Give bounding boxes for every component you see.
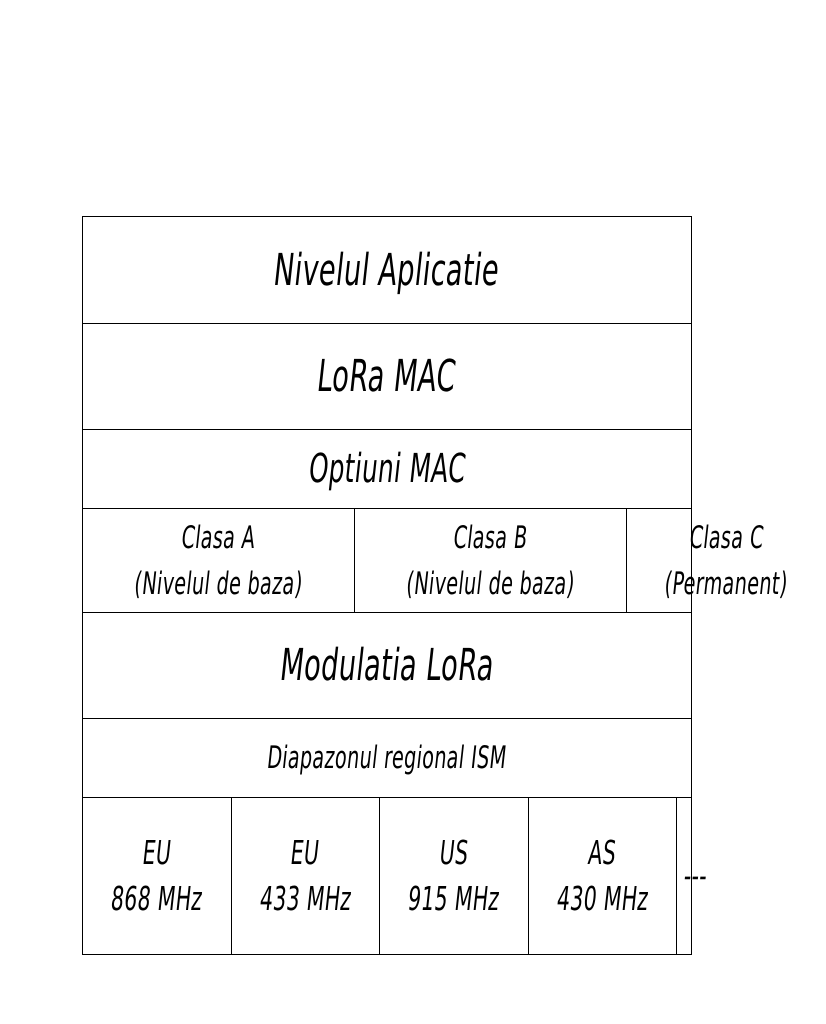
band-eu-433-region: EU bbox=[289, 833, 322, 872]
class-c-name: Clasa C bbox=[687, 519, 766, 556]
lora-mac-layer bbox=[83, 324, 691, 430]
band-as-430-cell bbox=[529, 798, 678, 954]
band-other-cell bbox=[677, 798, 714, 954]
band-us-915-cell bbox=[380, 798, 529, 954]
class-c-detail: (Permanent) bbox=[663, 565, 790, 602]
lora-mac-layer-label: LoRa MAC bbox=[315, 351, 459, 402]
class-b-name: Clasa B bbox=[451, 519, 530, 556]
application-layer bbox=[83, 217, 691, 324]
class-a-detail: (Nivelul de baza) bbox=[132, 565, 305, 602]
class-b-cell bbox=[355, 509, 627, 612]
band-eu-868-frequency: 868 MHz bbox=[108, 879, 205, 918]
band-as-430-frequency: 430 MHz bbox=[554, 879, 651, 918]
class-a-name: Clasa A bbox=[179, 519, 258, 556]
modulation-label: Modulatia LoRa bbox=[277, 640, 497, 691]
regional-band-label: Diapazonul regional ISM bbox=[265, 740, 509, 776]
band-other-placeholder: --- bbox=[682, 856, 710, 895]
class-b-detail: (Nivelul de baza) bbox=[404, 565, 577, 602]
band-eu-433-frequency: 433 MHz bbox=[257, 879, 354, 918]
regional-band-layer bbox=[83, 719, 691, 798]
band-us-915-frequency: 915 MHz bbox=[406, 879, 502, 918]
band-eu-868-cell bbox=[83, 798, 232, 954]
band-eu-433-cell bbox=[232, 798, 381, 954]
band-us-915-region: US bbox=[437, 833, 471, 872]
band-as-430-region: AS bbox=[586, 833, 619, 872]
modulation-layer bbox=[83, 613, 691, 719]
application-layer-label: Nivelul Aplicatie bbox=[271, 244, 503, 296]
band-eu-868-region: EU bbox=[140, 833, 174, 872]
class-c-cell bbox=[627, 509, 825, 612]
class-a-cell bbox=[83, 509, 355, 612]
lora-stack-diagram bbox=[82, 216, 790, 955]
mac-classes-row bbox=[83, 509, 790, 613]
mac-options-label: Optiuni MAC bbox=[306, 446, 468, 492]
frequency-bands-row bbox=[83, 798, 710, 954]
mac-options-layer bbox=[83, 430, 691, 509]
